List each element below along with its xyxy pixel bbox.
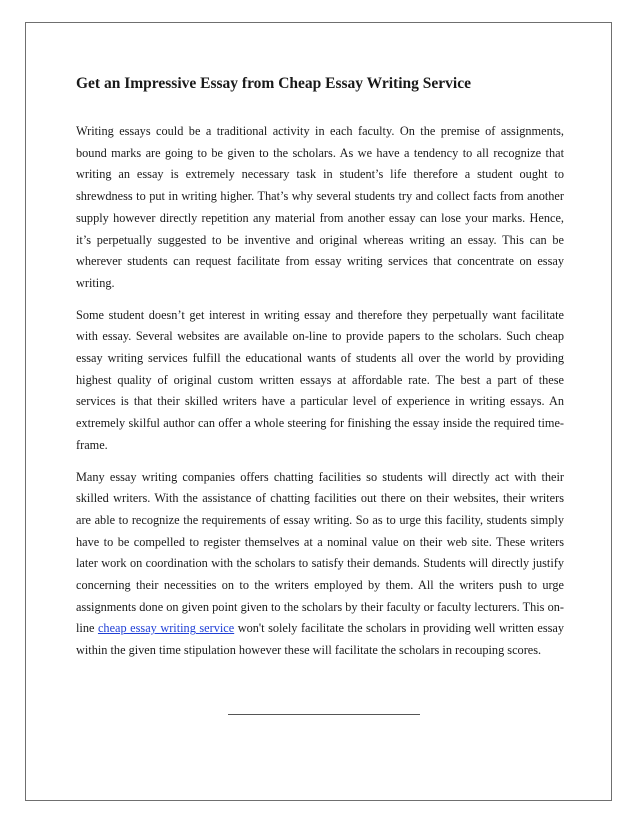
paragraph-3 [76, 467, 564, 662]
footer-rule [228, 714, 420, 715]
document-body [76, 74, 564, 672]
paragraph-1: Writing essays could be a traditional activity in each faculty. On the premise of assignments, bound marks are going to be given to the scholars. As we have a tendency to all recognize that writing an essay is extremely necessary task in student’s life therefore a student ought to shrewdness to put in writing higher. That’s why several students try and collect facts from another supply however directly repetition any material from another essay can lose your marks. Hence, it’s perpetually suggested to be inventive and original whereas writing an essay. This can be wherever students can request facilitate from essay writing services that concentrate on essay writing. [76, 124, 564, 290]
paragraph-3-text-before-link: Many essay writing companies offers chatting facilities so students will directly act with their skilled writers. With the assistance of chatting facilities out there on their websites, their writers are able to recognize the requirements of essay writing. So as to urge this facility, students simply have to be compelled to register themselves at a nominal value on their web site. These writers later work on coordination with the scholars to satisfy their demands. Students will directly justify concerning their necessities on to the writers employed by them. All the writers push to urge assignments done on given point given to the scholars by their faculty or faculty lecturers. This on-line [76, 469, 564, 636]
document-title: Get an Impressive Essay from Cheap Essay Writing Service [76, 75, 471, 92]
paragraph-3-text-after-link: won't solely facilitate the scholars in providing well written essay within the given time stipulation however these will facilitate the scholars in recouping scores. [76, 621, 564, 658]
cheap-essay-writing-service-link[interactable]: cheap essay writing service [97, 621, 235, 636]
paragraph-2: Some student doesn’t get interest in writing essay and therefore they perpetually want facilitate with essay. Several websites are available on-line to provide papers to the scholars. Such cheap essay writing services fulfill the educational wants of students all over the world by providing highest quality of original custom written essays at affordable rate. The best a part of these services is that their skilled writers have a particular level of experience in writing essays. An extremely skilful author can offer a whole steering for finishing the essay inside the required time-frame. [76, 307, 564, 452]
